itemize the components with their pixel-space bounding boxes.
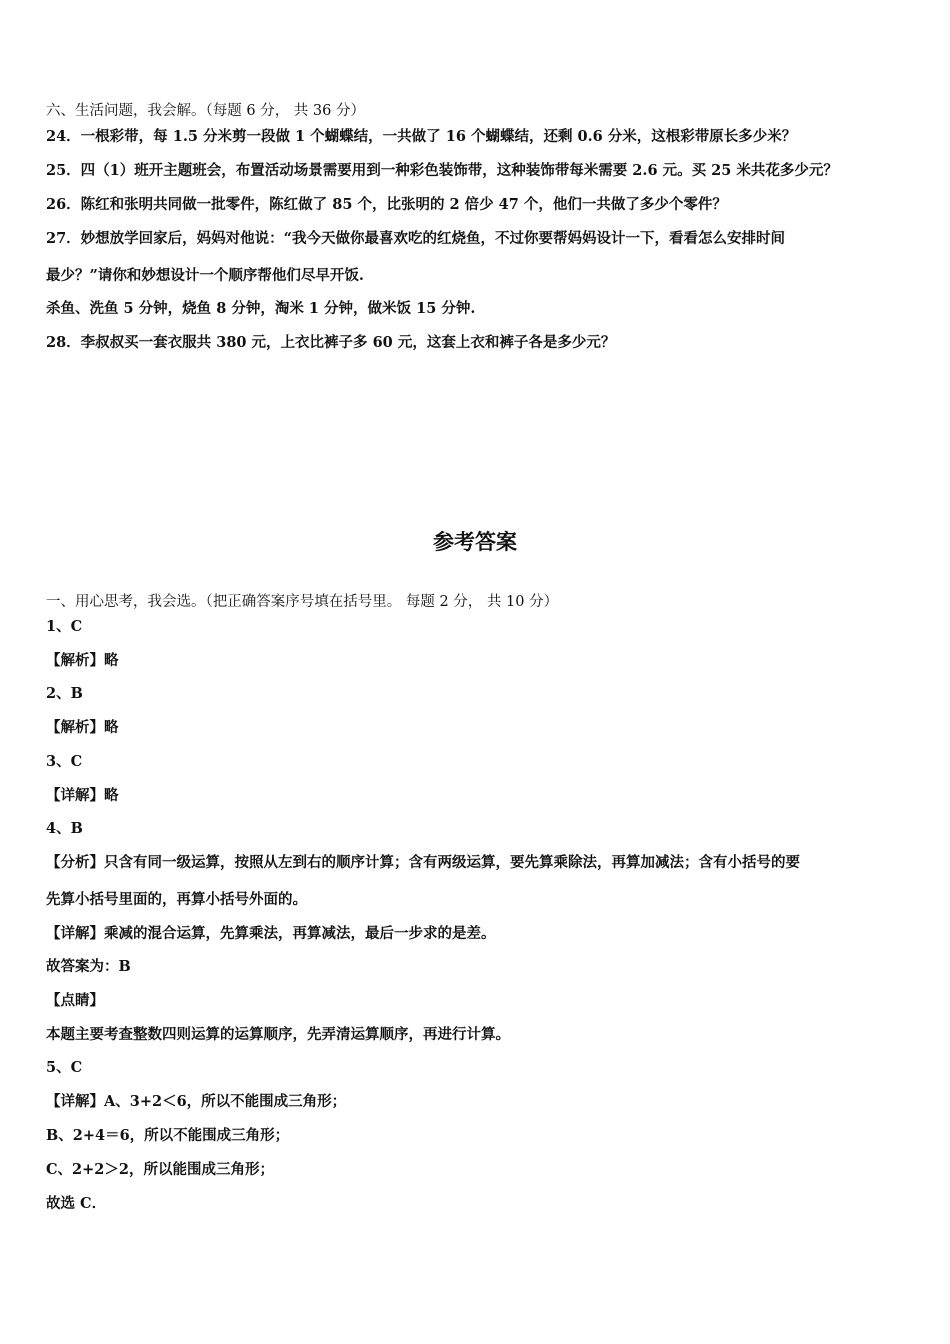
question-24: 24．一根彩带，每 1.5 分米剪一段做 1 个蝴蝶结，一共做了 16 个蝴蝶结，还剩 0.6 分米，这根彩带原长多少米？ [46,128,797,145]
section6-heading: 六、生活问题，我会解。（每题 6 分， 共 36 分） [46,103,365,119]
question-27-line3: 杀鱼、洗鱼 5 分钟，烧鱼 8 分钟，淘米 1 分钟，做米饭 15 分钟. [46,300,476,317]
answer-5: 5、C [46,1059,83,1076]
answer-5-option-b: B、2+4＝6，所以不能围成三角形； [46,1127,290,1144]
answer-4-tip-label: 【点睛】 [46,992,104,1009]
answer-5-detail: 【详解】A、3+2＜6，所以不能围成三角形； [46,1093,347,1110]
answer-1: 1、C [46,618,83,635]
answer-4-analysis-line1: 【分析】只含有同一级运算，按照从左到右的顺序计算；含有两级运算，要先算乘除法，再算加减法；含有小括号的要 [46,854,800,871]
answer-3-note: 【详解】略 [46,787,119,804]
answer-2-note: 【解析】略 [46,719,119,736]
answer-4-tip: 本题主要考查整数四则运算的运算顺序，先弄清运算顺序，再进行计算。 [46,1026,510,1043]
answer-4-analysis-line2: 先算小括号里面的，再算小括号外面的。 [46,891,307,908]
answer-4-conclusion: 故答案为：B [46,958,131,975]
answer-5-option-c: C、2+2＞2，所以能围成三角形； [46,1161,274,1178]
answer-2: 2、B [46,685,83,702]
question-27-line2: 最少？”请你和妙想设计一个顺序帮他们尽早开饭. [46,267,364,284]
answers-section1-heading: 一、用心思考，我会选。（把正确答案序号填在括号里。 每题 2 分， 共 10 分） [46,594,559,610]
question-25: 25．四（1）班开主题班会，布置活动场景需要用到一种彩色装饰带，这种装饰带每米需要 2.6 元。买 25 米共花多少元？ [46,162,838,179]
answer-1-note: 【解析】略 [46,652,119,669]
question-26: 26．陈红和张明共同做一批零件，陈红做了 85 个，比张明的 2 倍少 47 个，他们一共做了多少个零件？ [46,196,727,213]
answer-4: 4、B [46,820,83,837]
answer-5-conclusion: 故选 C． [46,1195,107,1212]
question-27-line1: 27．妙想放学回家后，妈妈对他说：“我今天做你最喜欢吃的红烧鱼，不过你要帮妈妈设计一下，看看怎么安排时间 [46,230,786,247]
question-28: 28．李叔叔买一套衣服共 380 元，上衣比裤子多 60 元，这套上衣和裤子各是多少元？ [46,334,616,351]
answers-title: 参考答案 [433,530,517,554]
answer-4-detail: 【详解】乘减的混合运算，先算乘法，再算减法，最后一步求的是差。 [46,925,496,942]
answer-3: 3、C [46,753,83,770]
